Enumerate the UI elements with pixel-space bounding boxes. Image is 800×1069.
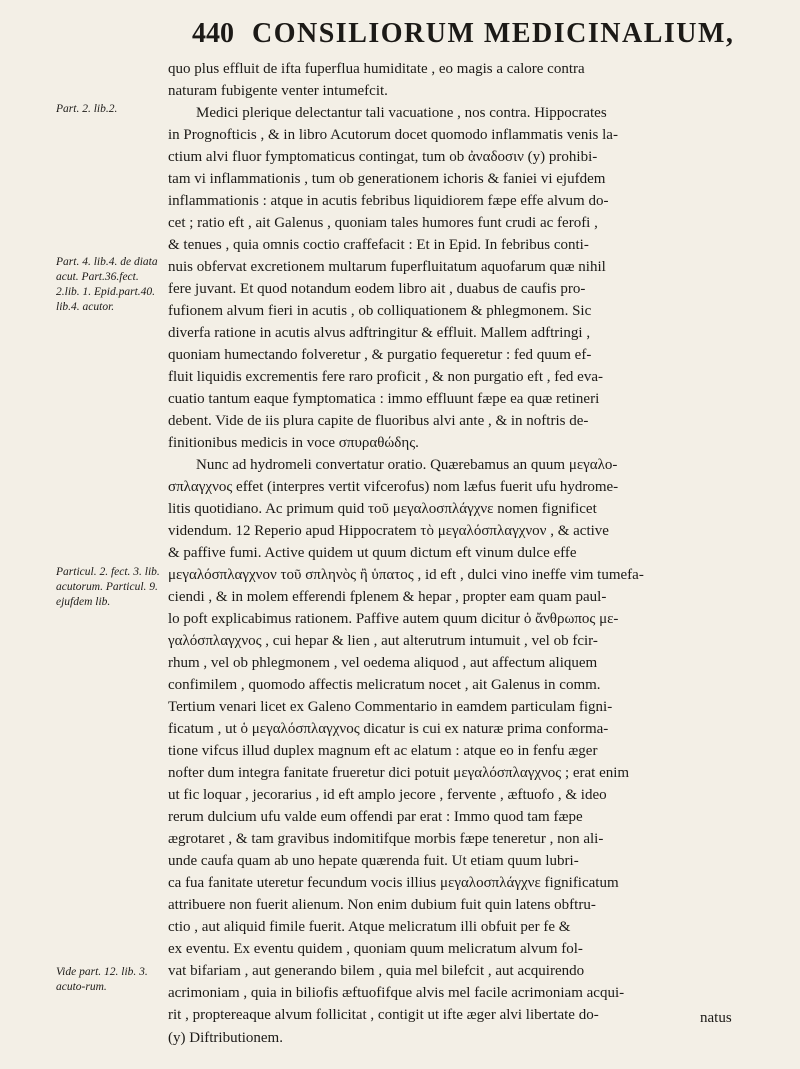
catchword: natus	[700, 1010, 732, 1026]
text-line: Medici plerique delectantur tali vacuatione , nos contra. Hippocrates	[196, 105, 607, 121]
text-line: unde caufa quam ab uno hepate quærenda fuit. Ut etiam quum lubri-	[168, 853, 579, 869]
text-line: & tenues , quia omnis coctio craffefacit : Et in Epid. In febribus conti-	[168, 237, 589, 253]
text-line: in Prognofticis , & in libro Acutorum docet quomodo inflammatis venis la-	[168, 127, 618, 143]
text-line: γαλόσπλαγχνος , cui hepar & lien , aut alterutrum intumuit , vel ob fcir-	[168, 633, 598, 649]
text-line: videndum. 12 Reperio apud Hippocratem τὸ μεγαλόσπλαγχνον , & active	[168, 523, 609, 539]
text-line: ciendi , & in molem efferendi fplenem & hepar , propter eam quam paul-	[168, 589, 607, 605]
text-line: fufionem alvum fieri in acutis , ob colliquationem & phlegmonem. Sic	[168, 303, 592, 319]
margin-note: Part. 4. lib.4. de diata acut. Part.36.fect. 2.lib. 1. Epid.part.40. lib.4. acutor.	[56, 256, 158, 313]
text-line: tione vifcus illud duplex magnum eft ac elatum : atque eo in fenfu æger	[168, 743, 598, 759]
text-line: fere juvant. Et quod notandum eodem libro ait , duabus de caufis pro-	[168, 281, 586, 297]
text-line: cuatio tantum eaque fymptomatica : immo effluunt fæpe ea quæ retineri	[168, 391, 600, 407]
text-line: quoniam humectando folveretur , & purgatio fequeretur : fed quum ef-	[168, 347, 592, 363]
text-line: confimilem , quomodo affectis melicratum nocet , ait Galenus in comm.	[168, 677, 601, 693]
text-line: rhum , vel ob phlegmonem , vel oedema aliquod , aut affectum aliquem	[168, 655, 598, 671]
text-line: naturam fubigente venter intumefcit.	[168, 83, 388, 99]
margin-note: Vide part. 12. lib. 3. acuto-rum.	[56, 966, 148, 993]
text-line: Nunc ad hydromeli convertatur oratio. Quærebamus an quum μεγαλο-	[196, 457, 618, 473]
margin-note: Part. 2. lib.2.	[56, 103, 118, 115]
text-line: litis quotidiano. Ac primum quid τοῦ μεγαλοσπλάγχνε nomen fignificet	[168, 501, 597, 517]
text-line: ficatum , ut ὁ μεγαλόσπλαγχνος dicatur is cui ex naturæ prima conforma-	[168, 721, 609, 737]
text-line: acrimoniam , quia in biliofis æftuofifque alvis mel facile acrimoniam acqui-	[168, 985, 625, 1001]
text-line: ca fua fanitate uteretur fecundum vocis illius μεγαλοσπλάγχνε fignificatum	[168, 875, 619, 891]
text-line: nofter dum integra fanitate frueretur dici potuit μεγαλόσπλαγχνος ; erat enim	[168, 765, 630, 781]
text-line: vat bifariam , aut generando bilem , quia mel bilefcit , aut acquirendo	[168, 963, 585, 979]
footnote: (y) Diftributionem.	[168, 1030, 283, 1046]
text-line: Tertium venari licet ex Galeno Commentario in eamdem particulam figni-	[168, 699, 613, 715]
text-line: rerum dulcium ufu valde eum offendi par erat : Immo quod tam fæpe	[168, 809, 583, 825]
text-line: nuis obfervat excretionem multarum fuperfluitatum aquofarum quæ nihil	[168, 259, 606, 275]
text-line: σπλαγχνος effet (interpres vertit vifcerofus) nom læfus fuerit ufu hydrome-	[168, 479, 619, 495]
text-line: inflammationis : atque in acutis febribus liquidiorem fæpe effe alvum do-	[168, 193, 609, 209]
text-line: attribuere non fuerit alienum. Non enim dubium fuit quin latens obftru-	[168, 897, 596, 913]
text-line: lo poft explicabimus rationem. Paffive autem quum dicitur ὁ ἄνθρωπος με-	[168, 611, 619, 627]
text-line: diverfa ratione in acutis alvus adftringitur & effluit. Mallem adftringi ,	[168, 325, 591, 341]
text-line: ctium alvi fluor fymptomaticus contingat, tum ob ἀναδοσιν (y) prohibi-	[168, 149, 598, 165]
text-line: tam vi inflammationis , tum ob generationem ichoris & faniei vi ejufdem	[168, 171, 606, 187]
text-line: fluit liquidis excrementis fere raro proficit , & non purgatio eft , fed eva-	[168, 369, 603, 385]
text-line: ut fic loquar , jecorarius , id eft amplo jecore , fervente , æftuofo , & ideo	[168, 787, 607, 803]
running-title: CONSILIORUM MEDICINALIUM,	[252, 18, 735, 49]
body-text	[168, 58, 776, 1026]
margin-notes	[0, 0, 162, 1069]
text-line: ægrotaret , & tam gravibus indomitifque morbis fæpe teneretur , non ali-	[168, 831, 604, 847]
text-line: rit , proptereaque alvum follicitat , contigit ut ifte æger alvi libertate do-	[168, 1007, 599, 1023]
text-line: finitionibus medicis in voce σπυραθώδης.	[168, 435, 419, 451]
text-line: debent. Vide de iis plura capite de fluoribus alvi ante , & in noftris de-	[168, 413, 589, 429]
text-line: & paffive fumi. Active quidem ut quum dictum eft vinum dulce effe	[168, 545, 577, 561]
text-line: μεγαλόσπλαγχνον τοῦ σπληνὸς ἢ ὑπατος , id eft , dulci vino ineffe vim tumefa-	[168, 567, 644, 583]
text-line: ctio , aut aliquid fimile fuerit. Atque melicratum illi obfuit per fe &	[168, 919, 571, 935]
page-number: 440	[192, 18, 234, 49]
text-line: quo plus effluit de ifta fuperflua humiditate , eo magis a calore contra	[168, 61, 585, 77]
text-line: ex eventu. Ex eventu quidem , quoniam quum melicratum alvum fol-	[168, 941, 583, 957]
text-line: cet ; ratio eft , ait Galenus , quoniam tales humores funt crudi ac ferofi ,	[168, 215, 598, 231]
margin-note: Particul. 2. fect. 3. lib. acutorum. Particul. 9. ejufdem lib.	[56, 566, 160, 608]
